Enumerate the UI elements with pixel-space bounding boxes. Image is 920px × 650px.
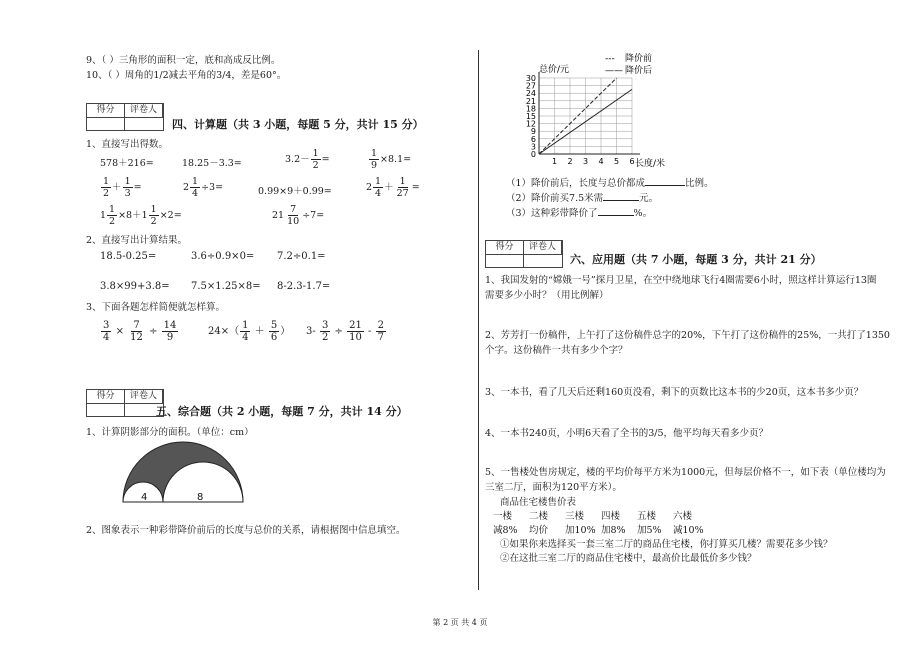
equals: = bbox=[321, 154, 330, 165]
fill-2-blank[interactable] bbox=[603, 200, 639, 201]
numerator: 21 bbox=[349, 320, 362, 331]
question-10: 10、（ ）周角的1/2减去平角的3/4，差是60°。 bbox=[86, 70, 287, 81]
section-4-title: 四、计算题（共 3 小题，每题 5 分，共计 15 分） bbox=[172, 118, 424, 131]
equals: = bbox=[411, 182, 420, 193]
denominator: 7 bbox=[377, 332, 384, 343]
denominator: 2 bbox=[103, 188, 110, 199]
large-diameter-label: 8 bbox=[197, 492, 204, 503]
app-q2-line1: 2、芳芳打一份稿件，上午打了这份稿件总字的20%，下午打了这份稿件的25%，一共打了1350 bbox=[485, 330, 890, 341]
chart-grid bbox=[539, 78, 632, 154]
plus: ＋ bbox=[112, 182, 122, 193]
numerator: 1 bbox=[371, 148, 378, 159]
whole: 2 bbox=[183, 182, 190, 193]
fraction bbox=[311, 148, 321, 171]
fill-1-text: （1）降价前后，长度与总价都成 bbox=[506, 178, 646, 189]
app-q5-line2: 三室二厅，面积为120平方米）。 bbox=[485, 482, 622, 493]
denominator: 2 bbox=[109, 216, 116, 227]
fill-3-end: %。 bbox=[633, 208, 653, 219]
denominator: 9 bbox=[371, 160, 378, 171]
fraction bbox=[240, 320, 250, 343]
numerator: 2 bbox=[377, 320, 384, 331]
app-q5-sub1: ①如果你来选择买一套三室二厅的商品住宅楼，你打算买几楼？需要花多少钱？ bbox=[500, 539, 833, 550]
numerator: 3 bbox=[321, 320, 329, 331]
y-axis-label: 总价/元 bbox=[539, 65, 570, 75]
table-cell: 一楼 bbox=[493, 511, 513, 522]
score-label: 得分 bbox=[87, 390, 125, 404]
table-cell: 三楼 bbox=[565, 511, 585, 522]
fraction bbox=[128, 320, 145, 343]
s4-q1-prompt: 1、直接写出得数。 bbox=[86, 139, 169, 150]
numerator: 3 bbox=[103, 320, 110, 331]
numerator: 1 bbox=[242, 320, 249, 331]
y-tick-label: 27 bbox=[525, 81, 536, 91]
op-text: ÷7= bbox=[302, 210, 325, 221]
calc-r2-b bbox=[183, 176, 223, 199]
plus: ＋ bbox=[254, 326, 265, 337]
shaded-semicircle-figure bbox=[115, 440, 255, 512]
score-box bbox=[485, 240, 563, 268]
app-q1-line2: 需要多少小时？（用比例解） bbox=[485, 290, 609, 301]
denominator: 6 bbox=[270, 332, 278, 343]
denominator: 3 bbox=[124, 188, 131, 199]
table-cell: 加5% bbox=[637, 525, 662, 536]
fill-2 bbox=[506, 190, 658, 204]
app-q3: 3、一本书，看了几天后还剩160页没看，剩下的页数比这本书的少20页，这本书多少页？ bbox=[485, 387, 864, 398]
y-tick-label: 3 bbox=[530, 142, 536, 152]
calc-r3-b bbox=[272, 204, 324, 227]
calc-r1-a: 578＋216= bbox=[100, 158, 154, 169]
section-5-title: 五、综合题（共 2 小题，每题 7 分，共计 14 分） bbox=[156, 405, 408, 418]
calc-r2-a bbox=[100, 176, 142, 199]
calc-r1-b: 18.25－3.3= bbox=[182, 158, 242, 169]
grader-label: 评卷人 bbox=[125, 390, 163, 404]
plus: ＋ bbox=[384, 182, 394, 193]
x-tick-label: 3 bbox=[582, 157, 589, 166]
denominator: 12 bbox=[130, 332, 143, 343]
fraction bbox=[320, 320, 330, 343]
column-divider bbox=[478, 50, 479, 590]
app-q2-line2: 个字。这份稿件一共有多少个字？ bbox=[485, 345, 628, 356]
y-tick-label: 0 bbox=[530, 150, 536, 159]
numerator: 1 bbox=[312, 148, 319, 159]
price-table-rates bbox=[493, 522, 709, 536]
y-tick-label: 30 bbox=[525, 74, 536, 83]
table-cell: 二楼 bbox=[529, 511, 549, 522]
y-tick-label: 12 bbox=[525, 119, 536, 129]
table-cell: 四楼 bbox=[601, 511, 621, 522]
table-cell: 加10% bbox=[565, 525, 596, 536]
fraction bbox=[347, 320, 364, 343]
divide-text: ÷3= bbox=[201, 182, 224, 193]
calc-r3-a bbox=[100, 204, 182, 227]
calc-r1-c bbox=[285, 148, 330, 171]
score-label: 得分 bbox=[486, 241, 524, 255]
grader-label: 评卷人 bbox=[125, 104, 163, 118]
app-q4: 4、一本书240页，小明6天看了全书的3/5，他平均每天看多少页？ bbox=[485, 428, 769, 439]
fraction bbox=[369, 148, 379, 171]
denominator: 4 bbox=[103, 332, 110, 343]
fill-3-text: （3）这种彩带降价了 bbox=[506, 208, 598, 219]
simplify-c bbox=[306, 320, 387, 343]
y-tick-label: 24 bbox=[525, 89, 536, 99]
fraction bbox=[101, 320, 111, 343]
y-tick-label: 18 bbox=[525, 104, 536, 114]
fraction bbox=[395, 176, 411, 199]
divide: ÷ bbox=[149, 326, 158, 337]
calc-r4-a: 18.5-0.25= bbox=[100, 251, 157, 262]
op-text: ×2= bbox=[159, 210, 182, 221]
x-tick-label: 5 bbox=[613, 157, 620, 166]
denominator: 2 bbox=[312, 160, 319, 171]
calc-r4-c: 7.2÷0.1= bbox=[277, 251, 326, 262]
fraction bbox=[162, 320, 179, 343]
legend-dash-symbol: --- bbox=[605, 54, 615, 64]
op-text: 24×（ bbox=[208, 326, 240, 337]
fraction bbox=[123, 176, 133, 199]
app-q5-sub2: ②在这批三室二厅的商品住宅楼中，最高价比最低价多少钱？ bbox=[500, 553, 757, 564]
times: × bbox=[115, 326, 124, 337]
fraction bbox=[149, 204, 159, 227]
calc-r1-d bbox=[368, 148, 411, 171]
numerator: 1 bbox=[103, 176, 110, 187]
fill-1-blank[interactable] bbox=[645, 185, 685, 186]
legend-solid-symbol: —— bbox=[605, 66, 623, 76]
calc-r4-b: 3.6÷0.9×0= bbox=[191, 251, 255, 262]
whole: 1 bbox=[100, 210, 107, 221]
app-q5-line1: 5、一售楼处售房规定，楼的平均价每平方米为1000元，但每层价格不一，如下表（单位楼均为 bbox=[485, 467, 886, 478]
price-length-chart bbox=[505, 50, 705, 175]
fill-3 bbox=[506, 205, 652, 219]
fill-3-blank[interactable] bbox=[598, 215, 634, 216]
numerator: 1 bbox=[109, 204, 116, 215]
y-tick-label: 9 bbox=[530, 127, 536, 137]
denominator: 10 bbox=[287, 216, 300, 227]
whole: 2 bbox=[366, 182, 373, 193]
denominator: 27 bbox=[396, 188, 409, 199]
simplify-a bbox=[100, 320, 179, 343]
denominator: 10 bbox=[349, 332, 362, 343]
fraction bbox=[190, 176, 200, 199]
legend-after: 降价后 bbox=[625, 66, 653, 76]
page-footer: 第 2 页 共 4 页 bbox=[432, 618, 488, 627]
denominator: 2 bbox=[150, 216, 157, 227]
price-table-title: 商品住宅楼售价表 bbox=[500, 497, 577, 508]
app-q1-line1: 1、我国发射的“嫦娥一号”探月卫星，在空中绕地球飞行4圈需要6小时，照这样计算运行13圈 bbox=[485, 275, 877, 286]
denominator: 4 bbox=[242, 332, 249, 343]
x-tick-label: 1 bbox=[551, 157, 558, 166]
calc-r5-c: 8-2.3-1.7= bbox=[277, 281, 331, 292]
table-cell: 五楼 bbox=[637, 511, 657, 522]
x-axis-label: 长度/米 bbox=[635, 159, 666, 169]
numerator: 1 bbox=[150, 204, 157, 215]
grader-label: 评卷人 bbox=[524, 241, 562, 255]
calc-r2-c: 0.99×9＋0.99= bbox=[258, 186, 332, 197]
table-cell: 减8% bbox=[493, 525, 518, 536]
fraction bbox=[376, 320, 386, 343]
fill-2-text: （2）降价前买7.5米需 bbox=[506, 193, 604, 204]
y-tick-label: 6 bbox=[530, 134, 536, 144]
s5-q1-prompt: 1、计算阴影部分的面积。（单位：cm） bbox=[86, 427, 254, 438]
calc-r1-c-text: 3.2－ bbox=[285, 154, 310, 165]
score-box bbox=[86, 103, 164, 131]
minus: - bbox=[368, 326, 372, 337]
table-cell: 加8% bbox=[601, 525, 626, 536]
section-6-title: 六、应用题（共 7 小题，每题 3 分，共计 21 分） bbox=[570, 253, 822, 266]
table-cell: 均价 bbox=[529, 525, 549, 536]
calc-r1-d-text: ×8.1= bbox=[380, 154, 412, 165]
s4-q2-prompt: 2、直接写出计算结果。 bbox=[86, 235, 188, 246]
small-diameter-label: 4 bbox=[141, 492, 148, 503]
op-text: ） bbox=[280, 326, 291, 337]
numerator: 1 bbox=[124, 176, 131, 187]
s4-q3-prompt: 3、下面各题怎样简便就怎样算。 bbox=[86, 302, 226, 313]
x-tick-label: 4 bbox=[598, 157, 604, 166]
y-tick-label: 15 bbox=[525, 112, 536, 121]
calc-r2-d bbox=[366, 176, 420, 199]
fraction bbox=[269, 320, 279, 343]
op-text: ×8＋1 bbox=[118, 210, 148, 221]
table-cell: 六楼 bbox=[673, 511, 693, 522]
numerator: 1 bbox=[375, 176, 382, 187]
numerator: 7 bbox=[290, 204, 297, 215]
fraction bbox=[373, 176, 383, 199]
question-9: 9、（ ）三角形的面积一定，底和高成反比例。 bbox=[86, 55, 281, 66]
y-tick-label: 21 bbox=[525, 96, 536, 106]
score-label: 得分 bbox=[87, 104, 125, 118]
whole: 21 bbox=[272, 210, 285, 221]
fraction bbox=[107, 204, 117, 227]
table-cell: 减10% bbox=[673, 525, 704, 536]
numerator: 1 bbox=[192, 176, 199, 187]
denominator: 4 bbox=[375, 188, 382, 199]
calc-r5-b: 7.5×1.25×8= bbox=[191, 281, 261, 292]
divide: ÷ bbox=[334, 326, 343, 337]
fill-2-end: 元。 bbox=[639, 193, 659, 204]
numerator: 14 bbox=[163, 320, 177, 331]
fill-1 bbox=[506, 175, 714, 189]
denominator: 9 bbox=[166, 332, 174, 343]
op-text: 3- bbox=[306, 326, 316, 337]
price-table-floors bbox=[493, 508, 709, 522]
simplify-b bbox=[208, 320, 290, 343]
x-tick-label: 2 bbox=[567, 157, 573, 166]
fill-1-end: 比例。 bbox=[685, 178, 714, 189]
legend-before: 降价前 bbox=[625, 54, 653, 64]
numerator: 7 bbox=[133, 320, 140, 331]
numerator: 1 bbox=[399, 176, 406, 187]
numerator: 5 bbox=[270, 320, 278, 331]
equals: = bbox=[133, 182, 142, 193]
fraction bbox=[285, 204, 301, 227]
denominator: 4 bbox=[192, 188, 199, 199]
x-tick-label: 6 bbox=[629, 157, 635, 166]
score-box bbox=[86, 389, 164, 417]
denominator: 2 bbox=[321, 332, 329, 343]
s5-q2-prompt: 2、图象表示一种彩带降价前后的长度与总价的关系，请根据图中信息填空。 bbox=[86, 525, 406, 536]
fraction bbox=[101, 176, 111, 199]
calc-r5-a: 3.8×99+3.8= bbox=[100, 281, 170, 292]
